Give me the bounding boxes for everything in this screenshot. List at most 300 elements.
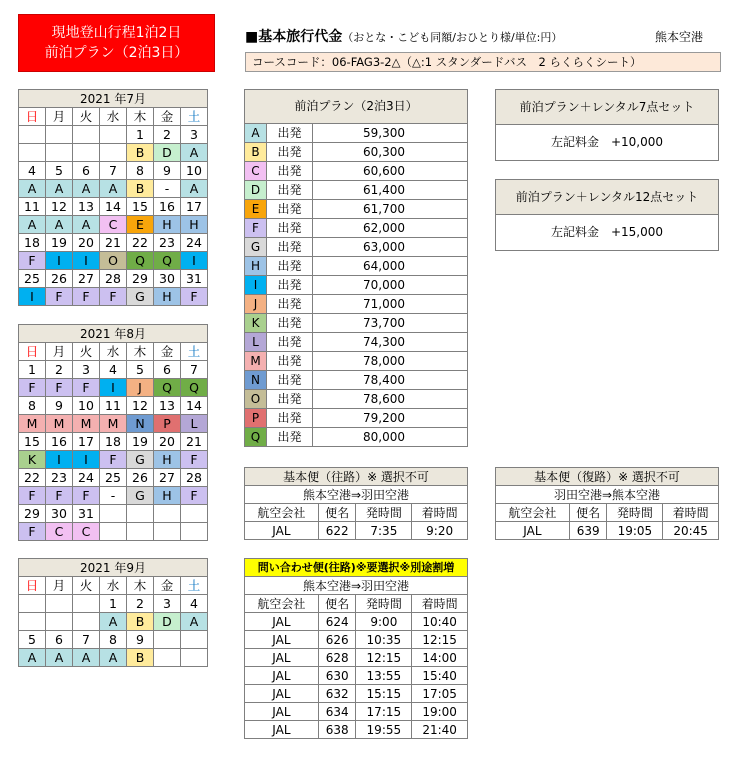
- weekday-label: 土: [181, 108, 208, 126]
- calendar-day: 4: [100, 361, 127, 379]
- calendar-price-code: L: [181, 415, 208, 433]
- price-code: C: [245, 162, 267, 181]
- calendar-price-code: [46, 144, 73, 162]
- weekday-label: 火: [73, 577, 100, 595]
- flight-cell: JAL: [245, 522, 319, 540]
- outbound-flight-table: [244, 467, 468, 540]
- weekday-label: 日: [19, 577, 46, 595]
- weekday-label: 土: [181, 577, 208, 595]
- flight-column-header: 便名: [569, 504, 607, 522]
- flight-cell: 9:00: [356, 613, 412, 631]
- calendar-price-code: I: [19, 288, 46, 306]
- calendar-price-code: F: [46, 288, 73, 306]
- calendar-day: 4: [181, 595, 208, 613]
- flight-cell: 14:00: [412, 649, 468, 667]
- price-value: 59,300: [313, 124, 468, 143]
- calendar-day: 22: [127, 234, 154, 252]
- calendar-price-code: F: [19, 523, 46, 541]
- calendar-price-code: I: [100, 379, 127, 397]
- flight-route: 熊本空港⇒羽田空港: [245, 486, 468, 504]
- departure-label: 出発: [267, 371, 313, 390]
- calendar-august: [18, 324, 208, 541]
- flight-cell: 12:15: [356, 649, 412, 667]
- calendar-day: 2: [127, 595, 154, 613]
- calendar-price-code: P: [154, 415, 181, 433]
- weekday-label: 日: [19, 108, 46, 126]
- departure-label: 出発: [267, 428, 313, 447]
- flight-column-header: 航空会社: [496, 504, 570, 522]
- flight-cell: 17:05: [412, 685, 468, 703]
- flight-cell: JAL: [245, 685, 319, 703]
- calendar-day: 27: [73, 270, 100, 288]
- price-code: M: [245, 352, 267, 371]
- calendar-price-code: D: [154, 613, 181, 631]
- calendar-price-code: [46, 613, 73, 631]
- section-title: [245, 26, 562, 46]
- flight-table-title: 問い合わせ便(往路)※要選択※別途割増: [245, 559, 468, 577]
- calendar-price-code: F: [19, 379, 46, 397]
- calendar-day: 14: [181, 397, 208, 415]
- price-code: K: [245, 314, 267, 333]
- section-title-text: ■基本旅行代金: [245, 29, 343, 45]
- flight-table-title: 基本便（往路）※ 選択不可: [245, 468, 468, 486]
- calendar-day: 26: [46, 270, 73, 288]
- calendar-day: 23: [46, 469, 73, 487]
- calendar-day: 8: [100, 631, 127, 649]
- flight-route: 羽田空港⇒熊本空港: [496, 486, 719, 504]
- calendar-price-code: A: [46, 649, 73, 667]
- flight-route: 熊本空港⇒羽田空港: [245, 577, 468, 595]
- calendar-day: 28: [181, 469, 208, 487]
- price-value: 60,600: [313, 162, 468, 181]
- calendar-price-code: C: [73, 523, 100, 541]
- calendar-day: 15: [19, 433, 46, 451]
- calendar-day: 7: [73, 631, 100, 649]
- calendar-day: 25: [100, 469, 127, 487]
- calendar-price-code: [19, 613, 46, 631]
- section-note: （おとな・こども同額/おひとり様/単位:円）: [342, 31, 563, 44]
- calendar-price-code: [181, 649, 208, 667]
- calendar-price-code: A: [19, 180, 46, 198]
- price-code: A: [245, 124, 267, 143]
- calendar-day: 1: [19, 361, 46, 379]
- calendar-title: 2021 年7月: [19, 90, 208, 108]
- calendar-price-code: I: [46, 252, 73, 270]
- calendar-day: 28: [100, 270, 127, 288]
- calendar-price-code: F: [46, 379, 73, 397]
- calendar-day: 21: [181, 433, 208, 451]
- weekday-label: 月: [46, 343, 73, 361]
- flight-column-header: 着時間: [412, 595, 468, 613]
- calendar-price-code: A: [46, 216, 73, 234]
- flight-cell: 15:40: [412, 667, 468, 685]
- calendar-price-code: G: [127, 487, 154, 505]
- calendar-price-code: -: [154, 180, 181, 198]
- departure-label: 出発: [267, 314, 313, 333]
- price-value: 63,000: [313, 238, 468, 257]
- price-code: Q: [245, 428, 267, 447]
- weekday-label: 火: [73, 108, 100, 126]
- departure-label: 出発: [267, 409, 313, 428]
- calendar-price-code: M: [19, 415, 46, 433]
- calendar-day: 30: [154, 270, 181, 288]
- price-table: [244, 89, 468, 447]
- weekday-label: 金: [154, 108, 181, 126]
- calendar-day: 14: [100, 198, 127, 216]
- flight-cell: JAL: [245, 649, 319, 667]
- calendar-day: [154, 505, 181, 523]
- departure-label: 出発: [267, 200, 313, 219]
- calendar-day: [154, 631, 181, 649]
- calendar-day: 18: [19, 234, 46, 252]
- price-value: 60,300: [313, 143, 468, 162]
- weekday-label: 土: [181, 343, 208, 361]
- departure-label: 出発: [267, 181, 313, 200]
- calendar-price-code: A: [181, 180, 208, 198]
- calendar-price-code: C: [100, 216, 127, 234]
- calendar-price-code: I: [46, 451, 73, 469]
- calendar-price-code: F: [100, 451, 127, 469]
- flight-cell: 12:15: [412, 631, 468, 649]
- rental-set-7-price: 左記料金 +10,000: [550, 135, 664, 149]
- flight-column-header: 航空会社: [245, 504, 319, 522]
- calendar-day: 22: [19, 469, 46, 487]
- calendar-price-code: B: [127, 649, 154, 667]
- flight-cell: JAL: [496, 522, 570, 540]
- weekday-label: 水: [100, 108, 127, 126]
- calendar-price-code: A: [73, 180, 100, 198]
- calendar-day: 25: [19, 270, 46, 288]
- calendar-july: [18, 89, 208, 306]
- flight-column-header: 便名: [318, 595, 356, 613]
- calendar-day: 19: [127, 433, 154, 451]
- flight-cell: 17:15: [356, 703, 412, 721]
- calendar-day: 11: [19, 198, 46, 216]
- price-value: 64,000: [313, 257, 468, 276]
- flight-cell: 9:20: [412, 522, 468, 540]
- badge-line1: 現地登山行程1泊2日: [51, 25, 182, 41]
- flight-column-header: 発時間: [356, 504, 412, 522]
- calendar-price-code: F: [19, 487, 46, 505]
- calendar-day: 3: [154, 595, 181, 613]
- departure-label: 出発: [267, 238, 313, 257]
- calendar-day: [100, 505, 127, 523]
- calendar-day: 24: [181, 234, 208, 252]
- flight-cell: 634: [318, 703, 356, 721]
- calendar-day: 9: [46, 397, 73, 415]
- flight-cell: 622: [318, 522, 356, 540]
- flight-cell: 632: [318, 685, 356, 703]
- calendar-day: 9: [127, 631, 154, 649]
- flight-cell: 7:35: [356, 522, 412, 540]
- calendar-day: 23: [154, 234, 181, 252]
- price-value: 73,700: [313, 314, 468, 333]
- calendar-price-code: M: [73, 415, 100, 433]
- rental-set-12-title: 前泊プラン＋レンタル12点セット: [496, 180, 718, 215]
- calendar-price-code: H: [154, 451, 181, 469]
- calendar-price-code: D: [154, 144, 181, 162]
- calendar-price-code: [73, 613, 100, 631]
- calendar-price-code: [154, 649, 181, 667]
- calendar-price-code: E: [127, 216, 154, 234]
- price-code: P: [245, 409, 267, 428]
- flight-column-header: 発時間: [607, 504, 663, 522]
- calendar-day: 16: [46, 433, 73, 451]
- calendar-day: 29: [127, 270, 154, 288]
- flight-cell: JAL: [245, 631, 319, 649]
- weekday-label: 月: [46, 108, 73, 126]
- departure-label: 出発: [267, 162, 313, 181]
- calendar-price-code: Q: [154, 379, 181, 397]
- calendar-price-code: [181, 523, 208, 541]
- price-value: 61,700: [313, 200, 468, 219]
- calendar-day: 6: [154, 361, 181, 379]
- plan-badge: [18, 14, 215, 72]
- departure-label: 出発: [267, 219, 313, 238]
- calendar-price-code: [100, 144, 127, 162]
- flight-column-header: 着時間: [412, 504, 468, 522]
- price-code: I: [245, 276, 267, 295]
- flight-column-header: 着時間: [663, 504, 719, 522]
- calendar-day: [73, 126, 100, 144]
- price-code: L: [245, 333, 267, 352]
- price-value: 74,300: [313, 333, 468, 352]
- calendar-day: [100, 126, 127, 144]
- calendar-day: 20: [154, 433, 181, 451]
- calendar-price-code: J: [127, 379, 154, 397]
- flight-column-header: 発時間: [356, 595, 412, 613]
- rental-set-7-title: 前泊プラン＋レンタル7点セット: [496, 90, 718, 125]
- calendar-day: 5: [46, 162, 73, 180]
- calendar-title: 2021 年8月: [19, 325, 208, 343]
- flight-cell: 10:35: [356, 631, 412, 649]
- calendar-price-code: M: [100, 415, 127, 433]
- calendar-price-code: [73, 144, 100, 162]
- calendar-day: 12: [127, 397, 154, 415]
- calendar-price-code: A: [181, 613, 208, 631]
- calendar-day: 27: [154, 469, 181, 487]
- flight-cell: 19:00: [412, 703, 468, 721]
- departure-label: 出発: [267, 333, 313, 352]
- calendar-price-code: H: [154, 487, 181, 505]
- departure-airport: 熊本空港: [655, 30, 704, 44]
- price-table-title: 前泊プラン（2泊3日）: [245, 90, 468, 124]
- calendar-day: [73, 595, 100, 613]
- weekday-label: 金: [154, 577, 181, 595]
- calendar-day: 26: [127, 469, 154, 487]
- price-code: B: [245, 143, 267, 162]
- calendar-day: 3: [73, 361, 100, 379]
- flight-cell: 630: [318, 667, 356, 685]
- calendar-day: 13: [73, 198, 100, 216]
- return-flight-table: [495, 467, 719, 540]
- calendar-day: 7: [100, 162, 127, 180]
- price-code: E: [245, 200, 267, 219]
- calendar-day: 7: [181, 361, 208, 379]
- flight-cell: 624: [318, 613, 356, 631]
- price-code: G: [245, 238, 267, 257]
- calendar-price-code: B: [127, 613, 154, 631]
- flight-cell: 20:45: [663, 522, 719, 540]
- departure-label: 出発: [267, 352, 313, 371]
- calendar-price-code: -: [100, 487, 127, 505]
- calendar-price-code: G: [127, 451, 154, 469]
- price-value: 78,000: [313, 352, 468, 371]
- calendar-day: 15: [127, 198, 154, 216]
- flight-cell: 10:40: [412, 613, 468, 631]
- calendar-price-code: M: [46, 415, 73, 433]
- rental-set-7: [495, 89, 719, 161]
- flight-column-header: 航空会社: [245, 595, 319, 613]
- calendar-day: 11: [100, 397, 127, 415]
- calendar-price-code: F: [181, 451, 208, 469]
- calendar-day: 18: [100, 433, 127, 451]
- price-value: 62,000: [313, 219, 468, 238]
- calendar-day: 6: [46, 631, 73, 649]
- calendar-price-code: F: [73, 379, 100, 397]
- calendar-price-code: I: [73, 451, 100, 469]
- calendar-price-code: B: [127, 144, 154, 162]
- calendar-day: [19, 126, 46, 144]
- calendar-price-code: N: [127, 415, 154, 433]
- weekday-label: 月: [46, 577, 73, 595]
- calendar-day: 29: [19, 505, 46, 523]
- calendar-day: [127, 505, 154, 523]
- calendar-day: [46, 595, 73, 613]
- calendar-price-code: A: [46, 180, 73, 198]
- calendar-day: 1: [127, 126, 154, 144]
- departure-label: 出発: [267, 143, 313, 162]
- calendar-price-code: A: [181, 144, 208, 162]
- departure-label: 出発: [267, 257, 313, 276]
- flight-cell: JAL: [245, 667, 319, 685]
- price-value: 78,400: [313, 371, 468, 390]
- calendar-price-code: H: [154, 216, 181, 234]
- departure-label: 出発: [267, 390, 313, 409]
- flight-cell: JAL: [245, 613, 319, 631]
- flight-cell: 19:55: [356, 721, 412, 739]
- calendar-day: 9: [154, 162, 181, 180]
- calendar-day: 21: [100, 234, 127, 252]
- calendar-price-code: Q: [127, 252, 154, 270]
- flight-cell: 628: [318, 649, 356, 667]
- calendar-price-code: F: [100, 288, 127, 306]
- calendar-day: 31: [73, 505, 100, 523]
- calendar-day: 5: [127, 361, 154, 379]
- price-value: 71,000: [313, 295, 468, 314]
- flight-cell: JAL: [245, 721, 319, 739]
- calendar-day: 4: [19, 162, 46, 180]
- calendar-price-code: C: [46, 523, 73, 541]
- badge-line2: 前泊プラン（2泊3日）: [44, 45, 189, 61]
- weekday-label: 火: [73, 343, 100, 361]
- price-code: N: [245, 371, 267, 390]
- calendar-price-code: F: [73, 288, 100, 306]
- calendar-price-code: H: [154, 288, 181, 306]
- calendar-price-code: F: [181, 487, 208, 505]
- calendar-price-code: A: [100, 613, 127, 631]
- calendar-price-code: F: [73, 487, 100, 505]
- flight-cell: 19:05: [607, 522, 663, 540]
- weekday-label: 水: [100, 577, 127, 595]
- flight-cell: 13:55: [356, 667, 412, 685]
- price-code: O: [245, 390, 267, 409]
- departure-label: 出発: [267, 295, 313, 314]
- calendar-day: 19: [46, 234, 73, 252]
- weekday-label: 水: [100, 343, 127, 361]
- calendar-price-code: [127, 523, 154, 541]
- calendar-day: 31: [181, 270, 208, 288]
- calendar-price-code: A: [73, 216, 100, 234]
- calendar-price-code: A: [19, 216, 46, 234]
- calendar-price-code: B: [127, 180, 154, 198]
- course-code: コースコード：06-FAG3-2△（△:1 スタンダードバス 2 らくらくシート）: [245, 52, 721, 72]
- calendar-day: [181, 505, 208, 523]
- calendar-day: 10: [181, 162, 208, 180]
- calendar-day: 24: [73, 469, 100, 487]
- calendar-day: [46, 126, 73, 144]
- price-value: 70,000: [313, 276, 468, 295]
- calendar-day: 13: [154, 397, 181, 415]
- price-value: 79,200: [313, 409, 468, 428]
- calendar-day: 17: [73, 433, 100, 451]
- calendar-price-code: F: [46, 487, 73, 505]
- weekday-label: 日: [19, 343, 46, 361]
- inquiry-flight-table: [244, 558, 468, 739]
- flight-cell: 21:40: [412, 721, 468, 739]
- price-value: 61,400: [313, 181, 468, 200]
- departure-label: 出発: [267, 276, 313, 295]
- weekday-label: 木: [127, 577, 154, 595]
- calendar-price-code: F: [19, 252, 46, 270]
- flight-cell: 639: [569, 522, 607, 540]
- calendar-day: 2: [154, 126, 181, 144]
- weekday-label: 金: [154, 343, 181, 361]
- calendar-price-code: [19, 144, 46, 162]
- calendar-day: [181, 631, 208, 649]
- calendar-day: 8: [127, 162, 154, 180]
- flight-cell: JAL: [245, 703, 319, 721]
- calendar-day: 20: [73, 234, 100, 252]
- price-code: F: [245, 219, 267, 238]
- calendar-price-code: F: [181, 288, 208, 306]
- calendar-price-code: Q: [154, 252, 181, 270]
- calendar-title: 2021 年9月: [19, 559, 208, 577]
- calendar-day: 12: [46, 198, 73, 216]
- rental-set-12-price: 左記料金 +15,000: [550, 225, 664, 239]
- price-code: J: [245, 295, 267, 314]
- departure-label: 出発: [267, 124, 313, 143]
- flight-table-title: 基本便（復路）※ 選択不可: [496, 468, 719, 486]
- calendar-price-code: H: [181, 216, 208, 234]
- calendar-day: 2: [46, 361, 73, 379]
- calendar-price-code: A: [100, 180, 127, 198]
- calendar-day: 10: [73, 397, 100, 415]
- calendar-day: 5: [19, 631, 46, 649]
- weekday-label: 木: [127, 108, 154, 126]
- price-code: D: [245, 181, 267, 200]
- flight-cell: 15:15: [356, 685, 412, 703]
- rental-set-12: [495, 179, 719, 251]
- calendar-price-code: [154, 523, 181, 541]
- price-value: 78,600: [313, 390, 468, 409]
- calendar-day: 16: [154, 198, 181, 216]
- calendar-price-code: Q: [181, 379, 208, 397]
- price-value: 80,000: [313, 428, 468, 447]
- calendar-price-code: K: [19, 451, 46, 469]
- flight-cell: 638: [318, 721, 356, 739]
- calendar-day: 1: [100, 595, 127, 613]
